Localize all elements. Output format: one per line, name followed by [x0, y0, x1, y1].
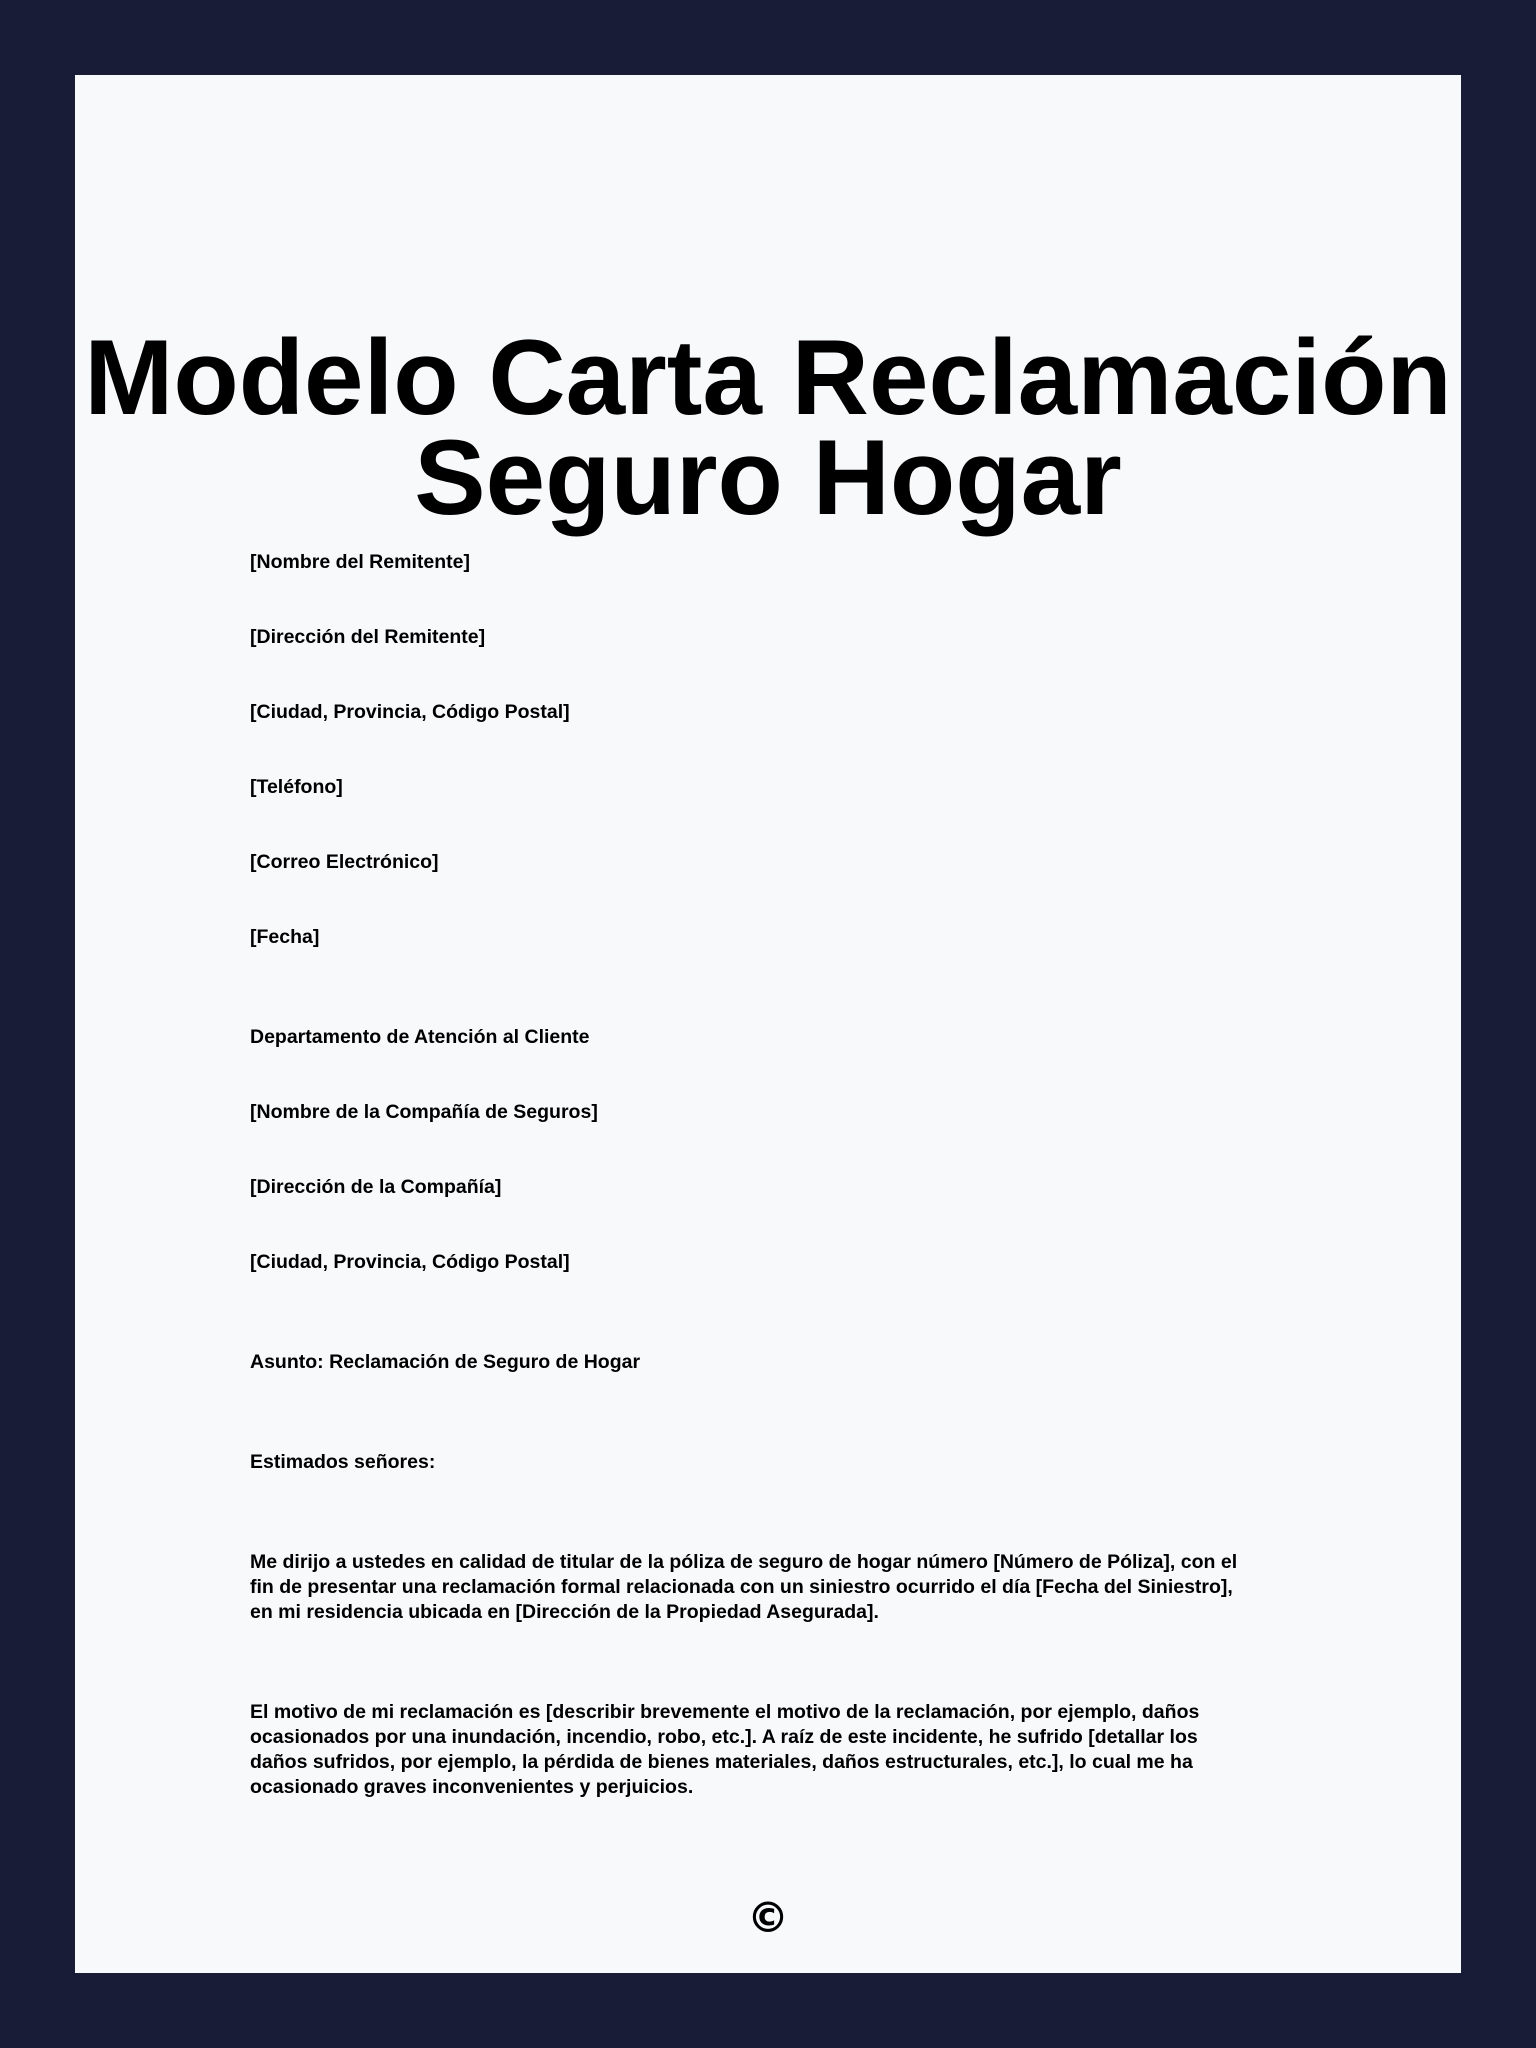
paragraph-line: en mi residencia ubicada en [Dirección de la Propiedad Asegurada]. [250, 1601, 879, 1623]
salutation: Estimados señores: [250, 1451, 436, 1473]
paragraph-line: fin de presentar una reclamación formal relacionada con un siniestro ocurrido el día [Fecha del Siniestro], [250, 1576, 1233, 1598]
sender-email: [Correo Electrónico] [250, 851, 439, 873]
sender-address: [Dirección del Remitente] [250, 626, 486, 648]
paragraph-line: Me dirijo a ustedes en calidad de titular de la póliza de seguro de hogar número [Número de Póliza], con el [250, 1551, 1238, 1573]
paragraph-line: ocasionados por una inundación, incendio, robo, etc.]. A raíz de este incidente, he sufrido [detallar los [250, 1726, 1198, 1748]
sender-phone: [Teléfono] [250, 776, 343, 798]
title-line: Modelo Carta Reclamación [84, 317, 1452, 437]
sender-name: [Nombre del Remitente] [250, 551, 470, 573]
body-paragraph-2 [250, 1700, 1330, 1800]
recipient-address: [Dirección de la Compañía] [250, 1176, 502, 1198]
paragraph-line: ocasionado graves inconvenientes y perjuicios. [250, 1776, 694, 1798]
recipient-city: [Ciudad, Provincia, Código Postal] [250, 1251, 570, 1273]
recipient-department: Departamento de Atención al Cliente [250, 1026, 590, 1048]
copyright-icon: © [747, 1893, 789, 1942]
paragraph-line: daños sufridos, por ejemplo, la pérdida de bienes materiales, daños estructurales, etc.], lo cual me ha [250, 1751, 1193, 1773]
paragraph-line: El motivo de mi reclamación es [describir brevemente el motivo de la reclamación, por ejemplo, daños [250, 1701, 1200, 1723]
sender-city: [Ciudad, Provincia, Código Postal] [250, 701, 570, 723]
letter-page [75, 75, 1461, 1973]
letter-subject: Asunto: Reclamación de Seguro de Hogar [250, 1351, 641, 1373]
title-line: Seguro Hogar [414, 417, 1122, 537]
letter-date: [Fecha] [250, 926, 320, 948]
body-paragraph-1 [250, 1550, 1330, 1625]
recipient-company: [Nombre de la Compañía de Seguros] [250, 1101, 598, 1123]
page-title [75, 317, 1461, 537]
